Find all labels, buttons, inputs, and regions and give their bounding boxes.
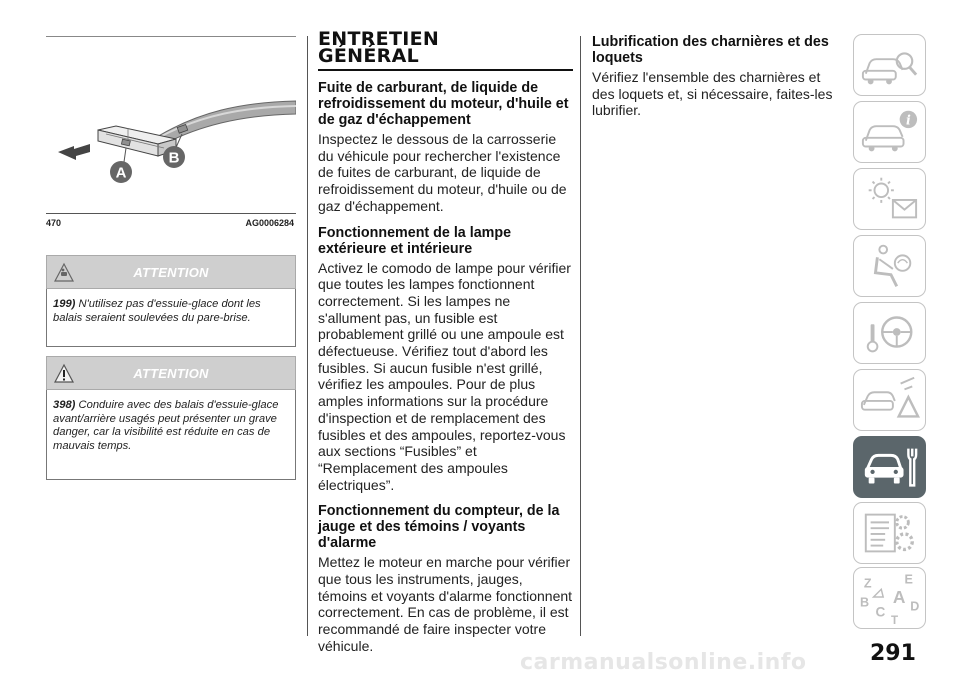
figure-code: AG0006284 [245, 218, 294, 228]
section-title-line1: ENTRETIEN [318, 28, 440, 50]
warning-body-1 [46, 289, 296, 347]
tab-starting-driving[interactable] [853, 302, 926, 364]
car-info-icon [854, 102, 925, 162]
specs-list-gear-icon [854, 503, 925, 563]
tab-car-search[interactable] [853, 34, 926, 96]
index-letter-t: T [890, 614, 899, 628]
column-divider-2 [580, 36, 581, 636]
callout-a-label: A [115, 164, 127, 182]
figure-number: 470 [46, 218, 62, 228]
warning-text-1: N'utilisez pas d'essuie-glace dont les balais seraient soulevées du pare-brise. [53, 298, 261, 324]
section-title-rule [318, 69, 573, 71]
svg-text:i: i [905, 112, 911, 128]
paragraph-hinges: Vérifiez l'ensemble des charnières et des loquets et, si nécessaire, faites-les lubrifier. [592, 69, 833, 119]
index-letter-z: Z [863, 576, 872, 591]
section-title-line2: GÉNÉRAL [318, 45, 419, 67]
tab-car-info[interactable] [853, 101, 926, 163]
figure-caption [46, 213, 296, 233]
steering-key-icon [854, 303, 925, 363]
column-divider-1 [307, 36, 308, 636]
index-letter-d: D [910, 599, 920, 614]
subheading-leaks: Fuite de carburant, de liquide de refroidissement du moteur, d'huile et de gaz d'échappement [318, 80, 569, 128]
alphabet-index-icon [854, 568, 925, 628]
warning-title-2: ATTENTION [133, 366, 209, 381]
wiper-blade-figure [46, 44, 296, 212]
warning-header-2 [46, 356, 296, 390]
warning-body-2 [46, 390, 296, 480]
seat-airbag-icon [854, 236, 925, 296]
tab-maintenance[interactable] [853, 436, 926, 498]
warning-number-1: 199) [53, 298, 76, 310]
header-rule-left [46, 36, 296, 37]
watermark: carmanualsonline.info [520, 650, 807, 675]
tab-warning-lights[interactable] [853, 168, 926, 230]
paragraph-gauges: Mettez le moteur en marche pour vérifier que tous les instruments, jauges, témoins et voyants d'alarme fonctionnent correctement. En cas de problème, il est recommandé de faire inspecter votre véhicule. [318, 554, 573, 654]
subheading-lamps: Fonctionnement de la lampe extérieure et intérieure [318, 224, 512, 257]
warning-light-mail-icon [854, 169, 925, 229]
main-column [318, 28, 573, 665]
tab-emergency[interactable] [853, 369, 926, 431]
right-column [592, 34, 837, 129]
warning-text-2: Conduire avec des balais d'essuie-glace avant/arrière usagés peut présenter un grave danger, car la visibilité est réduite en cas de mauvais temps. [53, 399, 279, 452]
subheading-hinges: Lubrification des charnières et des loquets [592, 34, 829, 66]
tab-technical-data[interactable] [853, 502, 926, 564]
warning-number-2: 398) [53, 399, 76, 411]
car-search-icon [854, 35, 925, 95]
paragraph-leaks: Inspectez le dessous de la carrosserie du véhicule pour rechercher l'existence de fuites de carburant, de liquide de refroidissement du moteur, d'huile ou de gaz d'échappement. [318, 131, 567, 214]
index-letter-e: E [904, 572, 913, 587]
page-number: 291 [870, 641, 916, 666]
tab-safety[interactable] [853, 235, 926, 297]
callout-b-label: B [168, 149, 180, 167]
car-maintenance-icon [854, 437, 925, 497]
car-breakdown-icon [854, 370, 925, 430]
subheading-gauges: Fonctionnement du compteur, de la jauge et des témoins / voyants d'alarme [318, 503, 560, 552]
index-letter-b: B [859, 595, 870, 610]
index-letter-c: C [875, 604, 886, 620]
index-letter-a: A [892, 586, 906, 607]
tab-index[interactable] [853, 567, 926, 629]
warning-title-1: ATTENTION [133, 265, 209, 280]
paragraph-lamps: Activez le comodo de lampe pour vérifier que toutes les lampes fonctionnent correctement. Si les lampes ne s'allument pas, un fusible est probablement grillé ou une ampoule est défectueuse. Vérifiez tout d'abord les fusibles. Si aucun fusible n'est grillé, vérifiez les ampoules. Pour de plus amples informations sur la procédure d'inspection et de remplacement des fusibles et des ampoules, reportez-vous aux sections “Fusibles” et “Remplacement des ampoules électriques”. [318, 259, 571, 493]
warning-header-1 [46, 255, 296, 289]
